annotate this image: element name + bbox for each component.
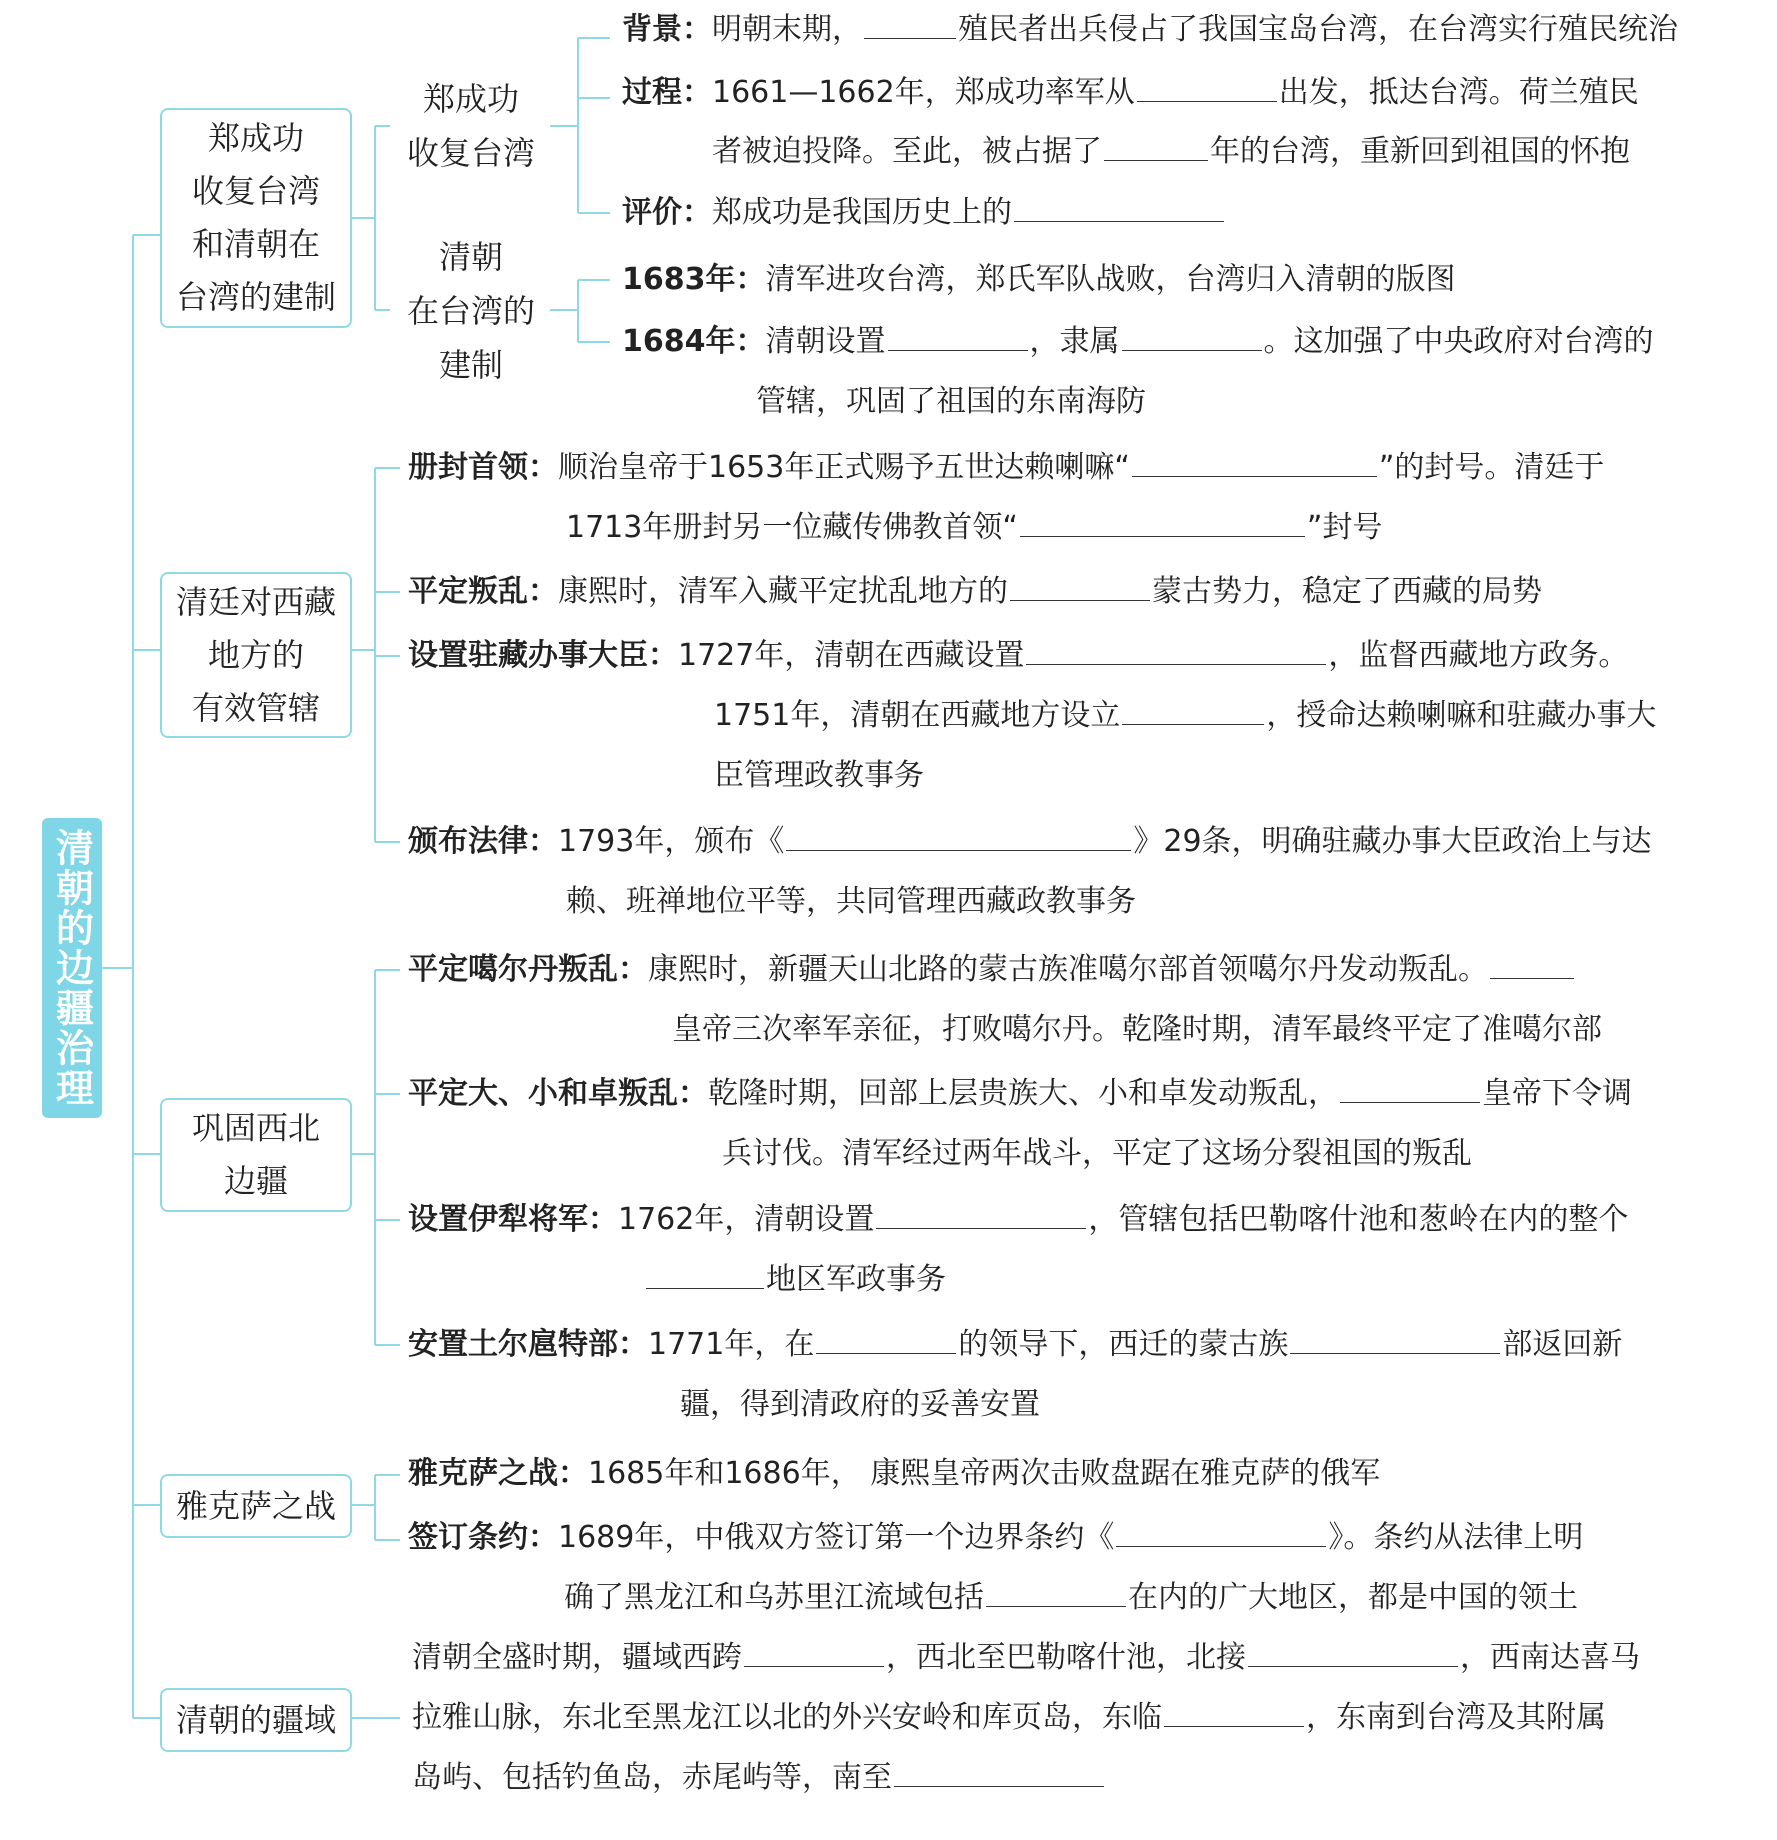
item-jiangyu-2: 拉雅山脉，东北至黑龙江以北的外兴安岭和库页岛，东临 ，东南到台湾及其附属 bbox=[412, 1688, 1606, 1748]
blank bbox=[894, 1752, 1104, 1787]
connector-zheng bbox=[550, 38, 610, 213]
item-hezhuo-label: 平定大、小和卓叛乱： bbox=[408, 1076, 708, 1111]
blank bbox=[1490, 944, 1574, 979]
blank bbox=[864, 4, 956, 39]
item-hezhuo-cont: 兵讨伐。清军经过两年战斗，平定了这场分裂祖国的叛乱 bbox=[722, 1136, 1472, 1171]
connector-yakesa bbox=[352, 1475, 400, 1540]
item-cefeng: 册封首领：顺治皇帝于1653年正式赐予五世达赖喇嘛“ ”的封号。清廷于 bbox=[408, 438, 1604, 498]
node-northwest bbox=[160, 1098, 352, 1212]
blank bbox=[986, 1572, 1126, 1607]
blank bbox=[1137, 67, 1277, 102]
item-beijing: 背景：明朝末期， 殖民者出兵侵占了我国宝岛台湾，在台湾实行殖民统治 bbox=[622, 0, 1678, 60]
connector-taiwan bbox=[352, 126, 390, 310]
sub-qing-taiwan: 清朝 在台湾的 建制 bbox=[406, 238, 535, 384]
item-pingjia-label: 评价： bbox=[622, 195, 712, 230]
node-yakesa bbox=[160, 1474, 352, 1538]
blank bbox=[1248, 1632, 1458, 1667]
item-guocheng-cont: 者被迫投降。至此，被占据了 年的台湾，重新回到祖国的怀抱 bbox=[712, 122, 1630, 182]
blank bbox=[1290, 1319, 1500, 1354]
node-taiwan bbox=[160, 108, 352, 328]
blank bbox=[646, 1254, 764, 1289]
root-title: 清朝的边疆治理 bbox=[49, 828, 94, 1108]
item-zhuzang-cont2: 臣管理政教事务 bbox=[714, 758, 924, 793]
item-falv-label: 颁布法律： bbox=[408, 824, 558, 859]
node-territory-label: 清朝的疆域 bbox=[175, 1700, 336, 1739]
item-tiaoyue: 签订条约：1689年，中俄双方签订第一个边界条约《 》。条约从法律上明 bbox=[408, 1508, 1583, 1568]
item-1684-label: 1684年： bbox=[622, 324, 766, 359]
item-jiangyu-3: 岛屿、包括钓鱼岛，赤尾屿等，南至 bbox=[412, 1748, 1106, 1808]
item-falv: 颁布法律：1793年，颁布《 》29条，明确驻藏办事大臣政治上与达 bbox=[408, 812, 1652, 872]
connector-tibet bbox=[352, 468, 400, 842]
blank bbox=[876, 1194, 1086, 1229]
item-guocheng-label: 过程： bbox=[622, 75, 712, 110]
node-territory bbox=[160, 1688, 352, 1752]
item-cefeng-label: 册封首领： bbox=[408, 450, 558, 485]
item-zhuzang-cont: 1751年，清朝在西藏地方设立 ，授命达赖喇嘛和驻藏办事大 bbox=[714, 686, 1656, 746]
blank bbox=[1010, 566, 1150, 601]
item-gaerdan-label: 平定噶尔丹叛乱： bbox=[408, 952, 648, 987]
connector-root bbox=[102, 235, 160, 1718]
item-1684-cont: 管辖，巩固了祖国的东南海防 bbox=[756, 384, 1146, 419]
blank bbox=[888, 316, 1028, 351]
node-northwest-label: 巩固西北 边疆 bbox=[191, 1109, 320, 1200]
node-tibet-label: 清廷对西藏 地方的 有效管辖 bbox=[175, 582, 336, 727]
item-zhuzang: 设置驻藏办事大臣：1727年，清朝在西藏设置 ，监督西藏地方政务。 bbox=[408, 626, 1628, 686]
item-yili-cont: 地区军政事务 bbox=[644, 1250, 946, 1310]
item-1684: 1684年：清朝设置 ，隶属 。这加强了中央政府对台湾的 bbox=[622, 312, 1654, 372]
item-gaerdan-cont: 皇帝三次率军亲征，打败噶尔丹。乾隆时期，清军最终平定了准噶尔部 bbox=[672, 1012, 1602, 1047]
item-tuerhute-cont: 疆，得到清政府的妥善安置 bbox=[680, 1387, 1040, 1422]
blank bbox=[1164, 1692, 1304, 1727]
item-beijing-label: 背景： bbox=[622, 12, 712, 47]
root-node bbox=[42, 818, 102, 1118]
connector-northwest bbox=[352, 970, 400, 1345]
blank bbox=[1122, 690, 1264, 725]
sub-zheng: 郑成功 收复台湾 bbox=[406, 80, 535, 172]
item-cefeng-cont: 1713年册封另一位藏传佛教首领“ ”封号 bbox=[566, 498, 1382, 558]
item-yili: 设置伊犁将军：1762年，清朝设置 ，管辖包括巴勒喀什池和葱岭在内的整个 bbox=[408, 1190, 1628, 1250]
item-gaerdan: 平定噶尔丹叛乱：康熙时，新疆天山北路的蒙古族准噶尔部首领噶尔丹发动叛乱。 bbox=[408, 940, 1576, 1000]
blank bbox=[1132, 442, 1377, 477]
item-1683: 1683年：清军进攻台湾，郑氏军队战败，台湾归入清朝的版图 bbox=[622, 262, 1456, 297]
blank bbox=[1020, 502, 1305, 537]
item-tiaoyue-label: 签订条约： bbox=[408, 1520, 558, 1555]
item-1683-label: 1683年： bbox=[622, 262, 766, 297]
node-taiwan-label: 郑成功 收复台湾 和清朝在 台湾的建制 bbox=[175, 119, 336, 316]
item-zhuzang-label: 设置驻藏办事大臣： bbox=[408, 638, 678, 673]
connector-qing-taiwan bbox=[550, 280, 610, 342]
item-tuerhute-label: 安置土尔扈特部： bbox=[408, 1327, 648, 1362]
item-yili-label: 设置伊犁将军： bbox=[408, 1202, 618, 1237]
item-pingjia: 评价：郑成功是我国历史上的 bbox=[622, 183, 1226, 243]
blank bbox=[816, 1319, 956, 1354]
item-yakesa-war-label: 雅克萨之战： bbox=[408, 1456, 588, 1491]
blank bbox=[744, 1632, 884, 1667]
node-tibet bbox=[160, 572, 352, 738]
item-pingding: 平定叛乱：康熙时，清军入藏平定扰乱地方的 蒙古势力，稳定了西藏的局势 bbox=[408, 562, 1542, 622]
item-guocheng: 过程：1661—1662年，郑成功率军从 出发，抵达台湾。荷兰殖民 bbox=[622, 63, 1639, 123]
item-falv-cont: 赖、班禅地位平等，共同管理西藏政教事务 bbox=[566, 884, 1136, 919]
node-yakesa-label: 雅克萨之战 bbox=[175, 1486, 336, 1525]
blank bbox=[786, 816, 1131, 851]
item-jiangyu-1: 清朝全盛时期，疆域西跨 ，西北至巴勒喀什池，北接 ，西南达喜马 bbox=[412, 1628, 1640, 1688]
blank bbox=[1104, 126, 1208, 161]
blank bbox=[1116, 1512, 1326, 1547]
item-pingding-label: 平定叛乱： bbox=[408, 574, 558, 609]
blank bbox=[1026, 630, 1326, 665]
item-tiaoyue-cont: 确了黑龙江和乌苏里江流域包括 在内的广大地区，都是中国的领土 bbox=[564, 1568, 1578, 1628]
blank bbox=[1014, 187, 1224, 222]
item-yakesa-war: 雅克萨之战：1685年和1686年， 康熙皇帝两次击败盘踞在雅克萨的俄军 bbox=[408, 1456, 1381, 1491]
blank bbox=[1122, 316, 1262, 351]
item-tuerhute: 安置土尔扈特部：1771年，在 的领导下，西迁的蒙古族 部返回新 bbox=[408, 1315, 1622, 1375]
item-hezhuo: 平定大、小和卓叛乱：乾隆时期，回部上层贵族大、小和卓发动叛乱， 皇帝下令调 bbox=[408, 1064, 1632, 1124]
blank bbox=[1340, 1068, 1480, 1103]
